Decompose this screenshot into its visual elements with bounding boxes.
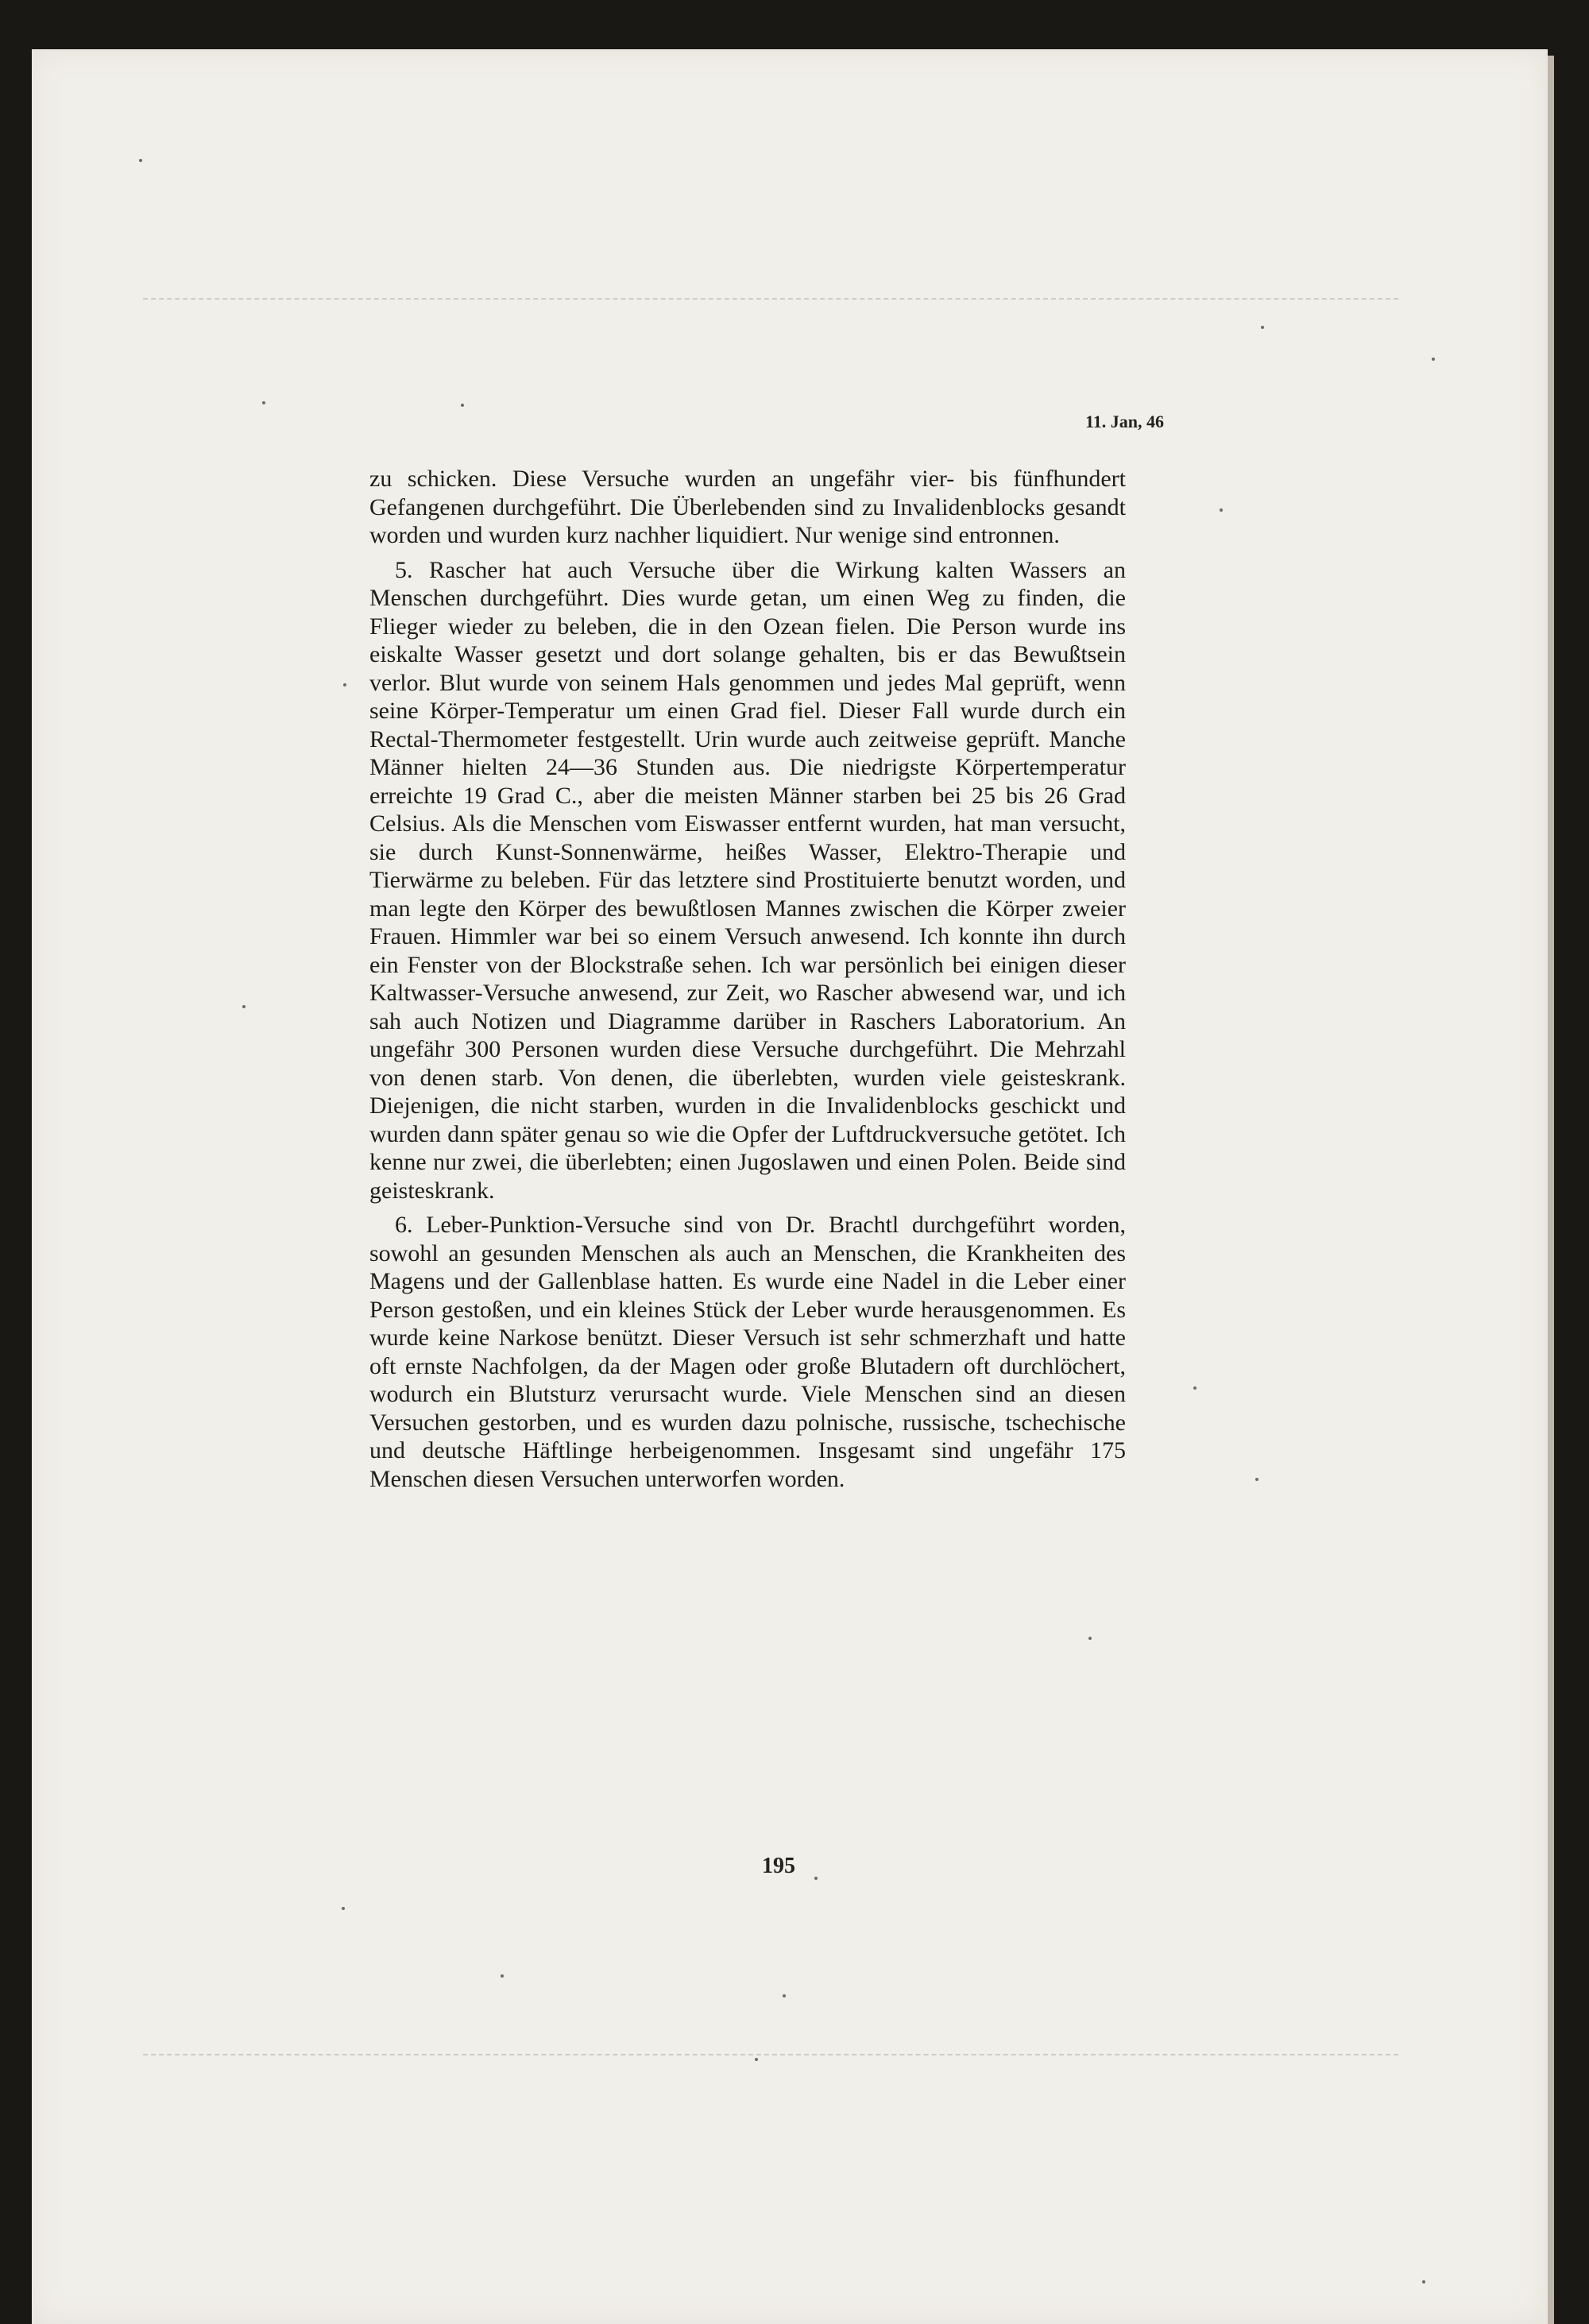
scan-speck bbox=[1220, 508, 1223, 512]
scan-speck bbox=[1261, 326, 1264, 329]
scan-speck bbox=[343, 683, 346, 686]
scan-speck bbox=[1255, 1478, 1258, 1481]
page-number: 195 bbox=[762, 1854, 795, 1878]
scan-speck bbox=[1432, 358, 1435, 361]
scan-speck bbox=[139, 159, 142, 162]
scan-speck bbox=[242, 1005, 246, 1008]
scan-speck bbox=[814, 1877, 818, 1880]
scan-speck bbox=[501, 1974, 504, 1978]
scan-speck bbox=[1193, 1386, 1197, 1390]
document-date: 11. Jan, 46 bbox=[1084, 412, 1164, 431]
scan-speck bbox=[461, 404, 464, 407]
scan-speck bbox=[1088, 1637, 1092, 1640]
scan-speck bbox=[755, 2058, 758, 2061]
scan-speck bbox=[342, 1907, 345, 1910]
paragraph-6-liver-puncture: 6. Leber-Punktion-Versuche sind von Dr. Brachtl durchgeführt worden, sowohl an gesunden Menschen als auch an Menschen, die Krankheiten des Magens und der Gallenblase hatten. Es wurde eine Nadel in die Leber einer Person gestoßen, und ein kleines Stück der Leber wurde herausgenommen. Es wurde keine Narkose benützt. Dieser Versuch ist sehr schmerzhaft und hatte oft ernste Nachfolgen, da der Magen oder große Blutadern oft durchlöchert, wodurch ein Blutsturz verursacht wurde. Viele Menschen sind an diesen Versuchen gestorben, und es wurden dazu polnische, russische, tschechische und deutsche Häftlinge herbeigenommen. Insgesamt sind ungefähr 175 Menschen diesen Versuchen unterworfen worden. bbox=[369, 1212, 1126, 1492]
body-text bbox=[369, 465, 1126, 1499]
paragraph-continuation: zu schicken. Diese Versuche wurden an ungefähr vier- bis fünfhundert Gefangenen durchgeführt. Die Überlebenden sind zu Invalidenblocks gesandt worden und wurden kurz nachher liquidiert. Nur wenige sind entronnen. bbox=[369, 466, 1126, 548]
scan-speck bbox=[262, 401, 265, 404]
paragraph-5-cold-water: 5. Rascher hat auch Versuche über die Wirkung kalten Wassers an Menschen durchgeführt. Dies wurde getan, um einen Weg zu finden, die Flieger wieder zu beleben, die in den Ozean fielen. Die Person wurde ins eiskalte Wasser gesetzt und dort solange gehalten, bis er das Bewußtsein verlor. Blut wurde von seinem Hals genommen und jedes Mal geprüft, wenn seine Körper-Temperatur um einen Grad fiel. Dieser Fall wurde durch ein Rectal-Thermometer festgestellt. Urin wurde auch zeitweise geprüft. Manche Männer hielten 24—36 Stunden aus. Die niedrigste Körpertemperatur erreichte 19 Grad C., aber die meisten Männer starben bei 25 bis 26 Grad Celsius. Als die Menschen vom Eiswasser entfernt wurden, hat man versucht, sie durch Kunst-Sonnenwärme, heißes Wasser, Elektro-Therapie und Tierwärme zu beleben. Für das letztere sind Prostituierte benutzt worden, und man legte den Körper des bewußtlosen Mannes zwischen die Körper zweier Frauen. Himmler war bei so einem Versuch anwesend. Ich konnte ihn durch ein Fenster von der Blockstraße sehen. Ich war persönlich bei einigen dieser Kaltwasser-Versuche anwesend, zur Zeit, wo Rascher abwesend war, und ich sah auch Notizen und Diagramme darüber in Raschers Laboratorium. An ungefähr 300 Personen wurden diese Versuche durchgeführt. Die Mehrzahl von denen starb. Von denen, die überlebten, wurden viele geisteskrank. Diejenigen, die nicht starben, wurden in die Invalidenblocks geschickt und wurden dann später genau so wie die Opfer der Luftdruckversuche getötet. Ich kenne nur zwei, die überlebten; einen Jugoslawen und einen Polen. Beide sind geisteskrank. bbox=[369, 556, 1126, 1204]
scan-speck bbox=[1422, 2280, 1425, 2283]
page-edge bbox=[1548, 56, 1554, 2324]
faint-bottom-rule bbox=[143, 2054, 1398, 2055]
scan-speck bbox=[783, 1994, 786, 1997]
faint-top-rule bbox=[143, 298, 1398, 300]
